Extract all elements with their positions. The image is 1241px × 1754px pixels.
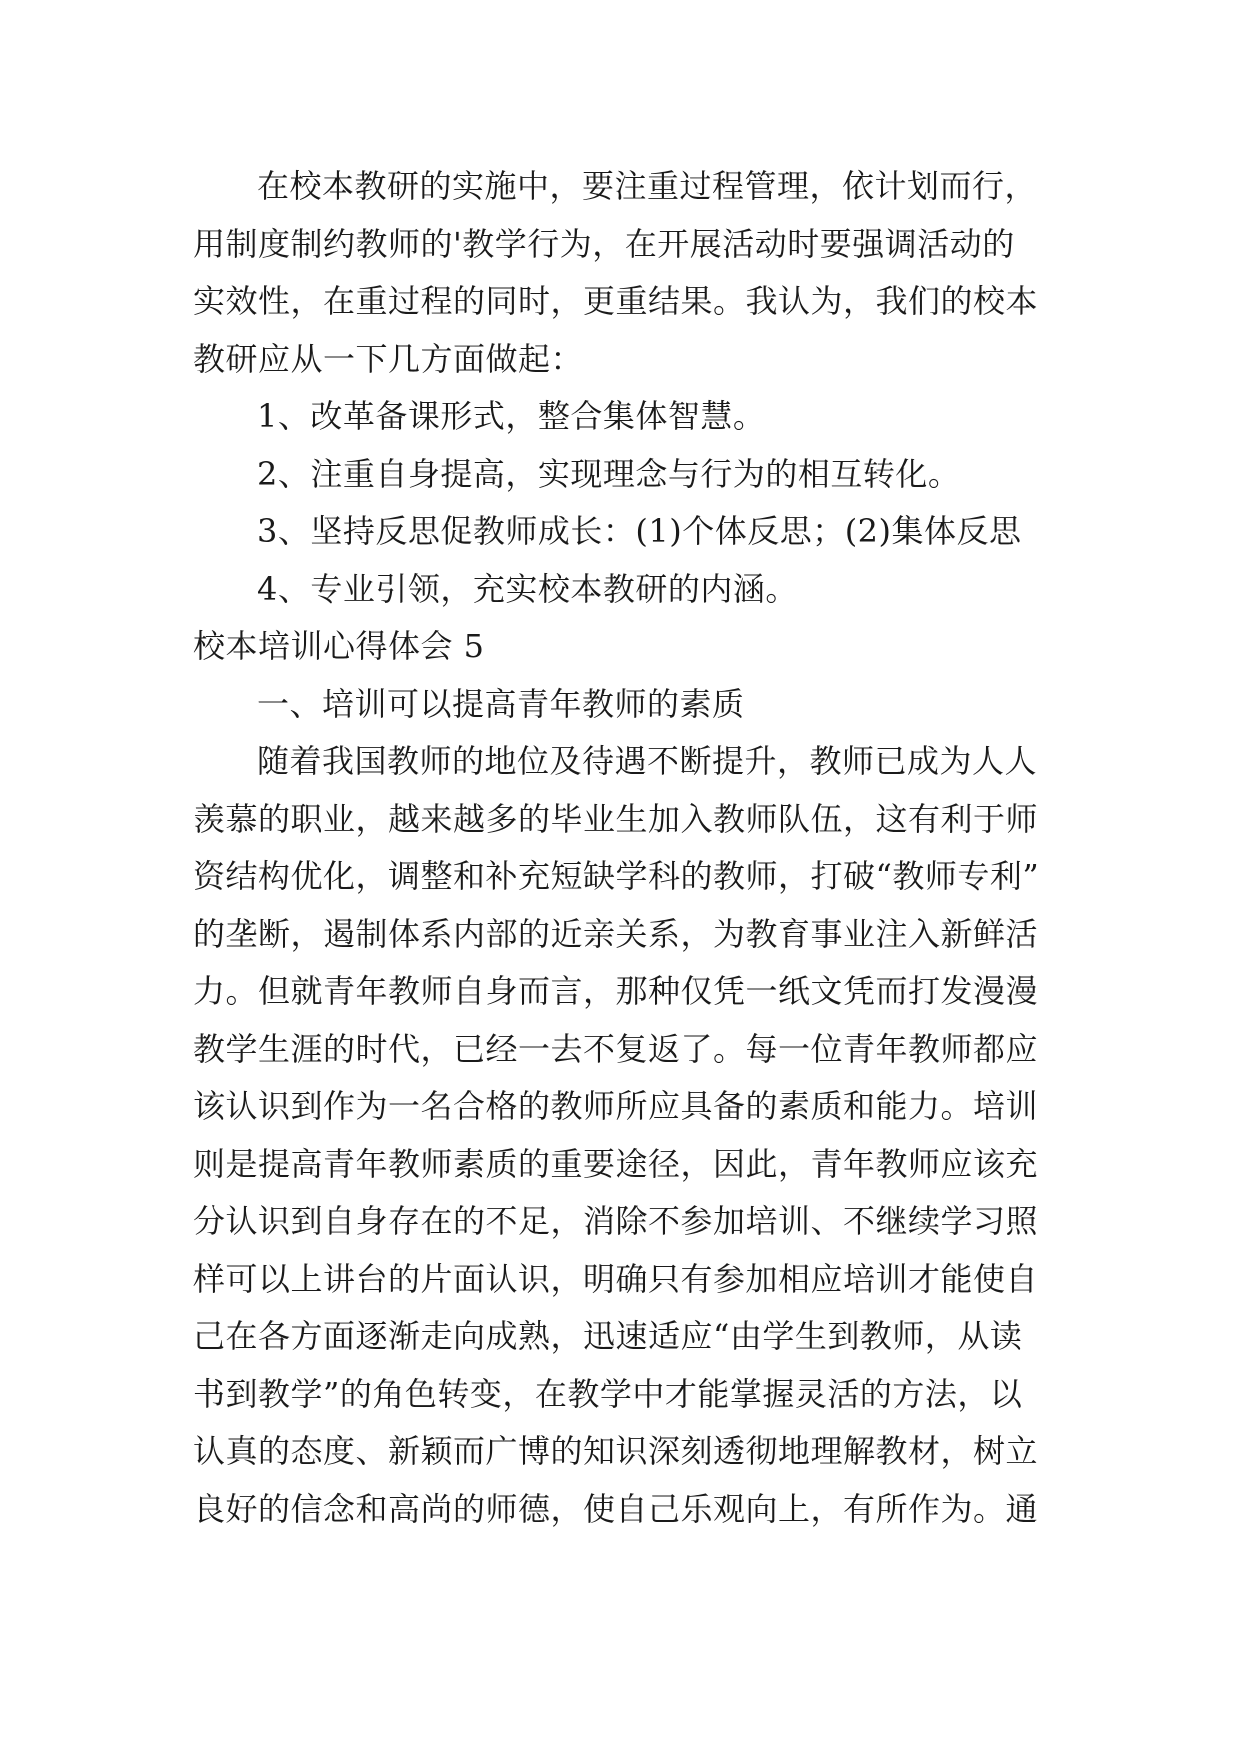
list-item: 4、专业引领，充实校本教研的内涵。 <box>257 569 798 608</box>
paragraph-line: 随着我国教师的地位及待遇不断提升，教师已成为人人 <box>257 742 1038 780</box>
paragraph-line: 资结构优化，调整和补充短缺学科的教师，打破“教师专利” <box>193 857 1040 895</box>
paragraph-line: 则是提高青年教师素质的重要途径，因此，青年教师应该充 <box>193 1144 1039 1183</box>
paragraph-line: 样可以上讲台的片面认识，明确只有参加相应培训才能使自 <box>193 1259 1039 1298</box>
paragraph-line: 用制度制约教师的'教学行为，在开展活动时要强调活动的 <box>193 224 1015 263</box>
paragraph-line: 在校本教研的实施中，要注重过程管理，依计划而行， <box>257 167 1038 205</box>
paragraph-line: 己在各方面逐渐走向成熟，迅速适应“由学生到教师，从读 <box>193 1317 1023 1355</box>
section-title: 校本培训心得体会 5 <box>193 627 485 665</box>
paragraph-line: 教学生涯的时代，已经一去不复返了。每一位青年教师都应 <box>193 1029 1039 1068</box>
paragraph-line: 实效性，在重过程的同时，更重结果。我认为，我们的校本 <box>193 282 1039 320</box>
subsection-title: 一、培训可以提高青年教师的素质 <box>257 684 745 723</box>
paragraph-line: 认真的态度、新颖而广博的知识深刻透彻地理解教材，树立 <box>193 1432 1039 1470</box>
paragraph-line: 良好的信念和高尚的师德，使自己乐观向上，有所作为。通 <box>193 1489 1039 1528</box>
paragraph-line: 教研应从一下几方面做起： <box>193 339 584 378</box>
paragraph-line: 书到教学”的角色转变，在教学中才能掌握灵活的方法，以 <box>193 1374 1023 1413</box>
document-body <box>193 158 1063 1538</box>
list-item: 3、坚持反思促教师成长：(1)个体反思；(2)集体反思 <box>257 512 1022 550</box>
paragraph-line: 该认识到作为一名合格的教师所应具备的素质和能力。培训 <box>193 1087 1039 1125</box>
paragraph-line: 力。但就青年教师自身而言，那种仅凭一纸文凭而打发漫漫 <box>193 972 1039 1010</box>
list-item: 2、注重自身提高，实现理念与行为的相互转化。 <box>257 454 961 493</box>
paragraph-line: 的垄断，遏制体系内部的近亲关系，为教育事业注入新鲜活 <box>193 914 1039 953</box>
paragraph-line: 羡慕的职业，越来越多的毕业生加入教师队伍，这有利于师 <box>193 799 1039 838</box>
list-item: 1、改革备课形式，整合集体智慧。 <box>257 397 766 435</box>
paragraph-line: 分认识到自身存在的不足，消除不参加培训、不继续学习照 <box>193 1202 1039 1240</box>
